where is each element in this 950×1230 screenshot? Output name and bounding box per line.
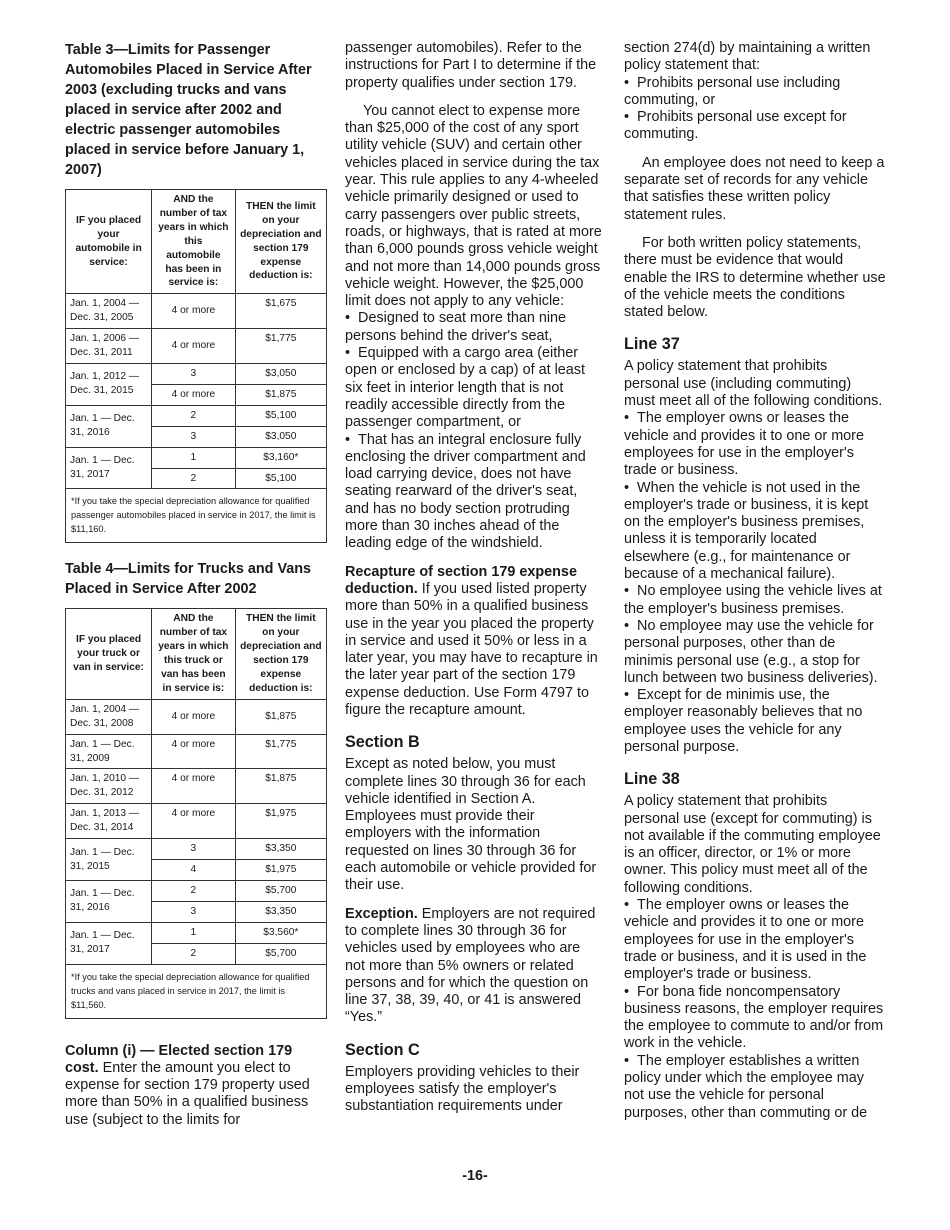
section-b-heading: Section B: [345, 733, 420, 752]
paragraph: A policy statement that prohibits personal use (including commuting) must meet all of the following conditions.: [624, 358, 883, 410]
table-header: AND the number of tax years in which this automobile has been in service is:: [152, 190, 236, 294]
middle-column: [345, 40, 603, 1116]
paragraph: An employee does not need to keep a separate set of records for any vehicle that satisfies these written policy statement rules.: [624, 154, 885, 223]
table-row: [66, 329, 327, 364]
limit-cell: $1,875: [235, 769, 326, 804]
date-cell: Jan. 1 — Dec. 31, 2017: [66, 922, 152, 964]
paragraph: Except as noted below, you must complete lines 30 through 36 for each vehicle identified in Section A. Employees must provide their employers with the information requested on lines 30 through 36 for each automobile or vehicle provided for their use.: [345, 756, 597, 894]
table-row: [66, 405, 327, 426]
table-footnote-row: [66, 964, 327, 1018]
years-cell: 3: [152, 901, 236, 922]
limit-cell: $3,050: [235, 426, 326, 447]
table-header: THEN the limit on your depreciation and section 179 expense deduction is:: [235, 190, 326, 294]
years-cell: 3: [152, 363, 236, 384]
years-cell: 4 or more: [152, 734, 236, 769]
table3-footnote: *If you take the special depreciation allowance for qualified passenger automobiles placed in service in 2017, the limit is $11,160.: [66, 489, 327, 543]
exception-heading: Exception.: [345, 905, 418, 922]
table-row: [66, 922, 327, 943]
years-cell: 3: [152, 839, 236, 860]
date-cell: Jan. 1, 2004 — Dec. 31, 2005: [66, 294, 152, 329]
years-cell: 4 or more: [152, 294, 236, 329]
paragraph: section 274(d) by maintaining a written policy statement that:: [624, 40, 871, 74]
bullet-item: • Except for de minimis use, the employer reasonably believes that no employee uses the vehicle for any personal purpose.: [624, 687, 886, 756]
table-header: IF you placed your automobile in service:: [66, 190, 152, 294]
years-cell: 4 or more: [152, 329, 236, 364]
years-cell: 2: [152, 880, 236, 901]
date-cell: Jan. 1 — Dec. 31, 2017: [66, 447, 152, 489]
recapture-paragraph: [345, 564, 603, 720]
table4-title: Table 4—Limits for Trucks and Vans Placed in Service After 2002: [65, 561, 312, 598]
limit-cell: $1,975: [235, 860, 326, 881]
bullet-item: • The employer owns or leases the vehicle and provides it to one or more employees for use in the employer's trade or business, and it is used in the employer's trade or business.: [624, 897, 886, 983]
limit-cell: $3,050: [235, 363, 326, 384]
date-cell: Jan. 1 — Dec. 31, 2009: [66, 734, 152, 769]
limit-cell: $1,975: [235, 804, 326, 839]
limit-cell: $5,100: [235, 405, 326, 426]
left-column: [65, 40, 327, 1129]
paragraph: passenger automobiles). Refer to the instructions for Part I to determine if the property qualifies under section 179.: [345, 40, 597, 91]
years-cell: 4 or more: [152, 384, 236, 405]
date-cell: Jan. 1, 2004 — Dec. 31, 2008: [66, 699, 152, 734]
limit-cell: $3,560*: [235, 922, 326, 943]
years-cell: 4 or more: [152, 699, 236, 734]
table3-title: Table 3—Limits for Passenger Automobiles Placed in Service After 2003 (excluding trucks and vans placed in service after 2002 and electric passenger automobiles placed in service before January 1, 2007): [65, 42, 312, 178]
recapture-text: If you used listed property more than 50% in a qualified business use in the year you placed the property in service and used it 50% or less in a later year, you may have to recapture in the later year part of the section 179 expense deduction. Use Form 4797 to figure the recapture amount.: [345, 580, 598, 718]
limit-cell: $3,350: [235, 839, 326, 860]
years-cell: 2: [152, 405, 236, 426]
table-row: [66, 839, 327, 860]
paragraph: Employers providing vehicles to their employees satisfy the employer's substantiation requirements under: [345, 1063, 580, 1115]
page-number: -16-: [462, 1168, 488, 1184]
table-footnote-row: [66, 489, 327, 543]
table-row: [66, 880, 327, 901]
column-i-heading: Column (i) — Elected section 179 cost.: [65, 1042, 293, 1076]
table4-footnote: *If you take the special depreciation allowance for qualified trucks and vans placed in service in 2017, the limit is $11,560.: [66, 964, 327, 1018]
date-cell: Jan. 1, 2013 — Dec. 31, 2014: [66, 804, 152, 839]
table-row: [66, 363, 327, 384]
paragraph: For both written policy statements, there must be evidence that would enable the IRS to determine whether use of the vehicle meets the conditions stated below.: [624, 234, 886, 321]
table-header: IF you placed your truck or van in service:: [66, 609, 152, 699]
limit-cell: $5,100: [235, 468, 326, 489]
years-cell: 2: [152, 943, 236, 964]
exception-paragraph: [345, 906, 603, 1027]
table-header-row: [66, 190, 327, 294]
years-cell: 2: [152, 468, 236, 489]
years-cell: 4: [152, 860, 236, 881]
date-cell: Jan. 1, 2006 — Dec. 31, 2011: [66, 329, 152, 364]
table-header: AND the number of tax years in which this truck or van has been in service is:: [152, 609, 236, 699]
line-38-heading: Line 38: [624, 770, 680, 789]
table-header-row: [66, 609, 327, 699]
exception-text: Employers are not required to complete lines 30 through 36 for vehicles used by employees who are not more than 5% owners or related persons and for which the question on line 37, 38, 39, 40, or 41 is answered “Yes.”: [345, 905, 596, 1026]
bullet-item: • Designed to seat more than nine persons behind the driver's seat,: [345, 310, 603, 345]
limit-cell: $1,775: [235, 734, 326, 769]
years-cell: 1: [152, 447, 236, 468]
table-header: THEN the limit on your depreciation and section 179 expense deduction is:: [235, 609, 326, 699]
table4: [65, 608, 327, 1018]
recapture-heading: Recapture of section 179 expense deduction.: [345, 563, 577, 597]
bullet-item: • That has an integral enclosure fully enclosing the driver compartment and load carrying device, does not have seating rearward of the driver's seat, and has no body section protruding more than 30 inches ahead of the leading edge of the windshield.: [345, 432, 603, 553]
table-row: [66, 769, 327, 804]
limit-cell: $5,700: [235, 943, 326, 964]
table3: [65, 189, 327, 543]
limit-cell: $1,675: [235, 294, 326, 329]
years-cell: 4 or more: [152, 804, 236, 839]
bullet-item: • Prohibits personal use including commuting, or: [624, 75, 886, 110]
bullet-item: • For bona fide noncompensatory business reasons, the employer requires the employee to commute to and/or from work in the vehicle.: [624, 984, 886, 1053]
limit-cell: $1,875: [235, 384, 326, 405]
years-cell: 3: [152, 426, 236, 447]
date-cell: Jan. 1 — Dec. 31, 2016: [66, 880, 152, 922]
line-37-heading: Line 37: [624, 335, 680, 354]
table-row: [66, 294, 327, 329]
date-cell: Jan. 1 — Dec. 31, 2016: [66, 405, 152, 447]
paragraph: You cannot elect to expense more than $25,000 of the cost of any sport utility vehicle (SUV) and certain other vehicles placed in service during the tax year. This rule applies to any 4-wheeled vehicle primarily designed or used to carry passengers over public streets, roads, or highways, that is rated at more than 6,000 pounds gross vehicle weight and not more than 14,000 pounds gross vehicle weight. However, the $25,000 limit does not apply to any vehicle:: [345, 102, 602, 310]
limit-cell: $5,700: [235, 880, 326, 901]
section-c-heading: Section C: [345, 1040, 420, 1059]
bullet-item: • Prohibits personal use except for commuting.: [624, 109, 886, 144]
table-row: [66, 804, 327, 839]
date-cell: Jan. 1, 2010 — Dec. 31, 2012: [66, 769, 152, 804]
table-row: [66, 447, 327, 468]
bullet-item: • The employer establishes a written policy under which the employee may not use the vehicle for personal purposes, other than commuting or de: [624, 1053, 886, 1122]
bullet-item: • Equipped with a cargo area (either open or enclosed by a cap) of at least six feet in interior length that is not readily accessible directly from the passenger compartment, or: [345, 345, 603, 431]
bullet-item: • No employee using the vehicle lives at the employer's business premises.: [624, 583, 886, 618]
bullet-item: • When the vehicle is not used in the employer's trade or business, it is kept on the employer's business premises, unless it is temporarily located elsewhere (e.g., for maintenance or because of a mechanical failure).: [624, 480, 886, 584]
limit-cell: $3,350: [235, 901, 326, 922]
table-row: [66, 734, 327, 769]
bullet-item: • The employer owns or leases the vehicle and provides it to one or more employees for use in the employer's trade or business.: [624, 410, 886, 479]
years-cell: 4 or more: [152, 769, 236, 804]
table-row: [66, 699, 327, 734]
right-column: [624, 40, 886, 1122]
paragraph: A policy statement that prohibits personal use (except for commuting) is not available if the commuting employee is an officer, director, or 1% or more owner. This policy must meet all of the following conditions.: [624, 793, 881, 896]
column-i-paragraph: [65, 1043, 327, 1129]
limit-cell: $3,160*: [235, 447, 326, 468]
date-cell: Jan. 1, 2012 — Dec. 31, 2015: [66, 363, 152, 405]
column-i-text: Enter the amount you elect to expense for section 179 property used more than 50% in a qualified business use (subject to the limits for: [65, 1059, 310, 1128]
limit-cell: $1,875: [235, 699, 326, 734]
years-cell: 1: [152, 922, 236, 943]
limit-cell: $1,775: [235, 329, 326, 364]
date-cell: Jan. 1 — Dec. 31, 2015: [66, 839, 152, 881]
bullet-item: • No employee may use the vehicle for personal purposes, other than de minimis personal use (e.g., a stop for lunch between two business deliveries).: [624, 618, 886, 687]
